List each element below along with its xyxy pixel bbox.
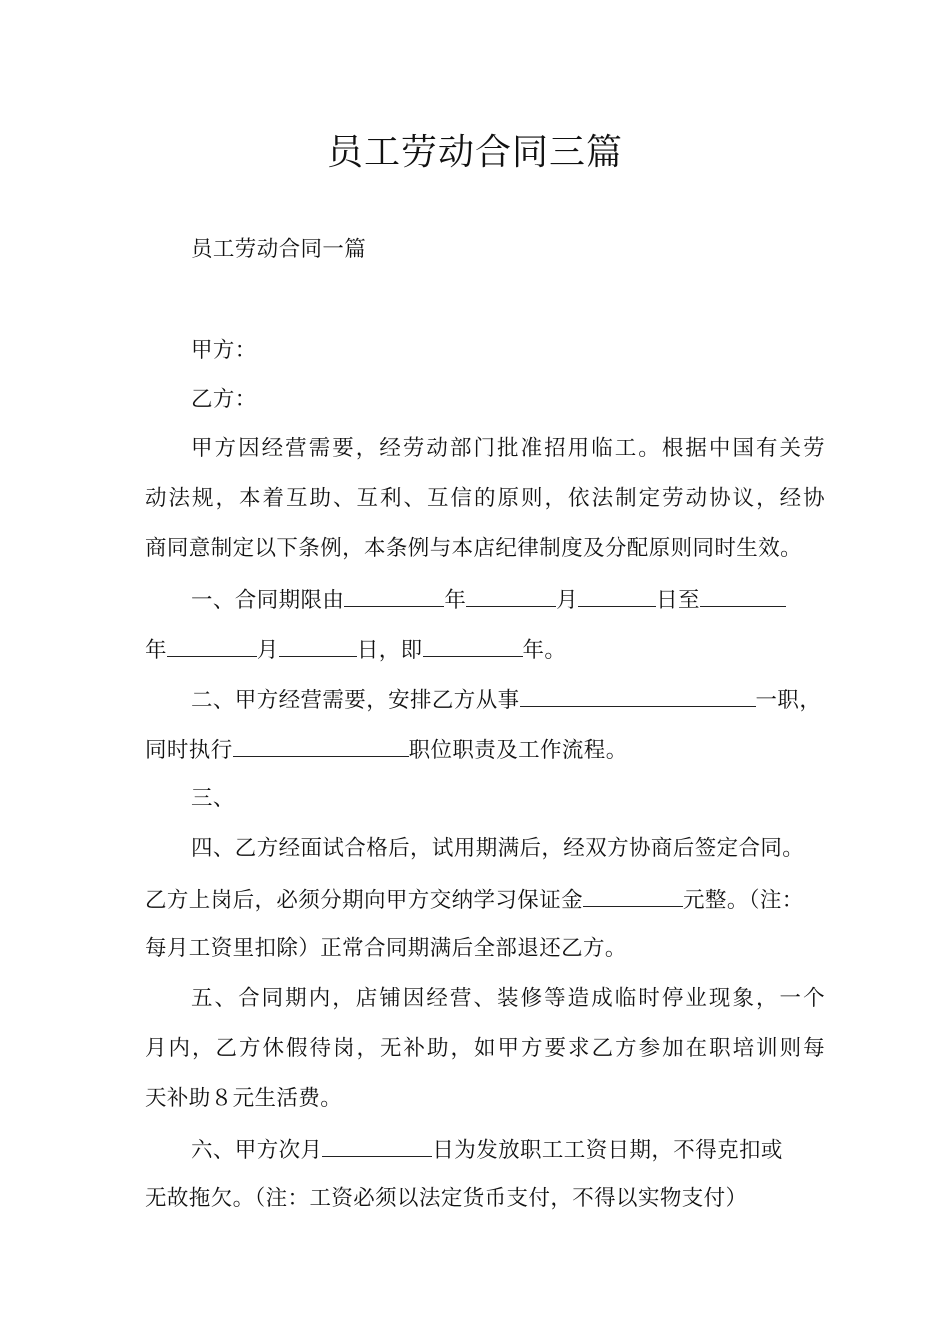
clause-1-line-2: [145, 634, 825, 666]
clause-1-text: 年: [444, 588, 467, 613]
clause-1-line-1: [191, 584, 825, 616]
clause-1-text: 一、合同期限由: [191, 588, 345, 613]
clause-1-text: 年。: [522, 638, 567, 663]
clause-6-text: 六、甲方次月: [191, 1138, 323, 1163]
party-a-label: 甲方：: [191, 338, 257, 363]
blank-deposit-amount[interactable]: [583, 884, 683, 907]
clause-5-line-2: 月内，乙方休假待岗，无补助，如甲方要求乙方参加在职培训则每: [145, 1036, 825, 1061]
clause-4-line-2: [145, 884, 825, 916]
clause-4-line-3: 每月工资里扣除）正常合同期满后全部退还乙方。: [145, 936, 627, 961]
blank-duration-years[interactable]: [423, 634, 523, 657]
clause-1-text: 年: [145, 638, 167, 663]
intro-line-1: 甲方因经营需要，经劳动部门批准招用临工。根据中国有关劳: [191, 436, 825, 461]
clause-2-text: 一职，: [755, 688, 822, 713]
clause-2-line-1: [191, 684, 825, 716]
document-title: 员工劳动合同三篇: [326, 132, 623, 173]
clause-1-text: 月: [556, 588, 579, 613]
clause-6-line-1: [191, 1134, 825, 1166]
clause-6-line-2: 无故拖欠。（注：工资必须以法定货币支付，不得以实物支付）: [145, 1186, 748, 1211]
clause-1-text: 月: [256, 638, 279, 663]
clause-4-text: 元整。（注：: [683, 888, 804, 913]
intro-line-2: 动法规，本着互助、互利、互信的原则，依法制定劳动协议，经协: [145, 486, 825, 511]
clause-4-line-1: 四、乙方经面试合格后，试用期满后，经双方协商后签定合同。: [191, 836, 805, 861]
clause-3: 三、: [191, 786, 235, 811]
blank-start-month[interactable]: [466, 584, 556, 607]
blank-job-duties[interactable]: [233, 734, 409, 757]
clause-5-line-3: 天补助８元生活费。: [145, 1086, 343, 1111]
blank-end-year[interactable]: [700, 584, 786, 607]
clause-2-line-2: [145, 734, 825, 766]
blank-position[interactable]: [520, 684, 756, 707]
blank-end-day[interactable]: [279, 634, 357, 657]
intro-line-3: 商同意制定以下条例，本条例与本店纪律制度及分配原则同时生效。: [145, 536, 803, 561]
clause-6-text: 日为发放职工工资日期，不得克扣或: [432, 1138, 783, 1163]
section-subtitle: 员工劳动合同一篇: [191, 237, 367, 262]
party-b-label: 乙方：: [191, 387, 257, 412]
blank-start-year[interactable]: [344, 584, 444, 607]
clause-4-text: 乙方上岗后，必须分期向甲方交纳学习保证金: [145, 888, 584, 913]
clause-1-text: 日，即: [356, 638, 423, 663]
clause-2-text: 职位职责及工作流程。: [408, 738, 628, 763]
clause-2-text: 二、甲方经营需要，安排乙方从事: [191, 688, 520, 713]
blank-start-day[interactable]: [578, 584, 656, 607]
clause-1-text: 日至: [656, 588, 700, 613]
clause-2-text: 同时执行: [145, 738, 233, 763]
blank-payday[interactable]: [322, 1134, 432, 1157]
clause-5-line-1: 五、合同期内，店铺因经营、装修等造成临时停业现象，一个: [191, 986, 825, 1011]
blank-end-month[interactable]: [167, 634, 257, 657]
